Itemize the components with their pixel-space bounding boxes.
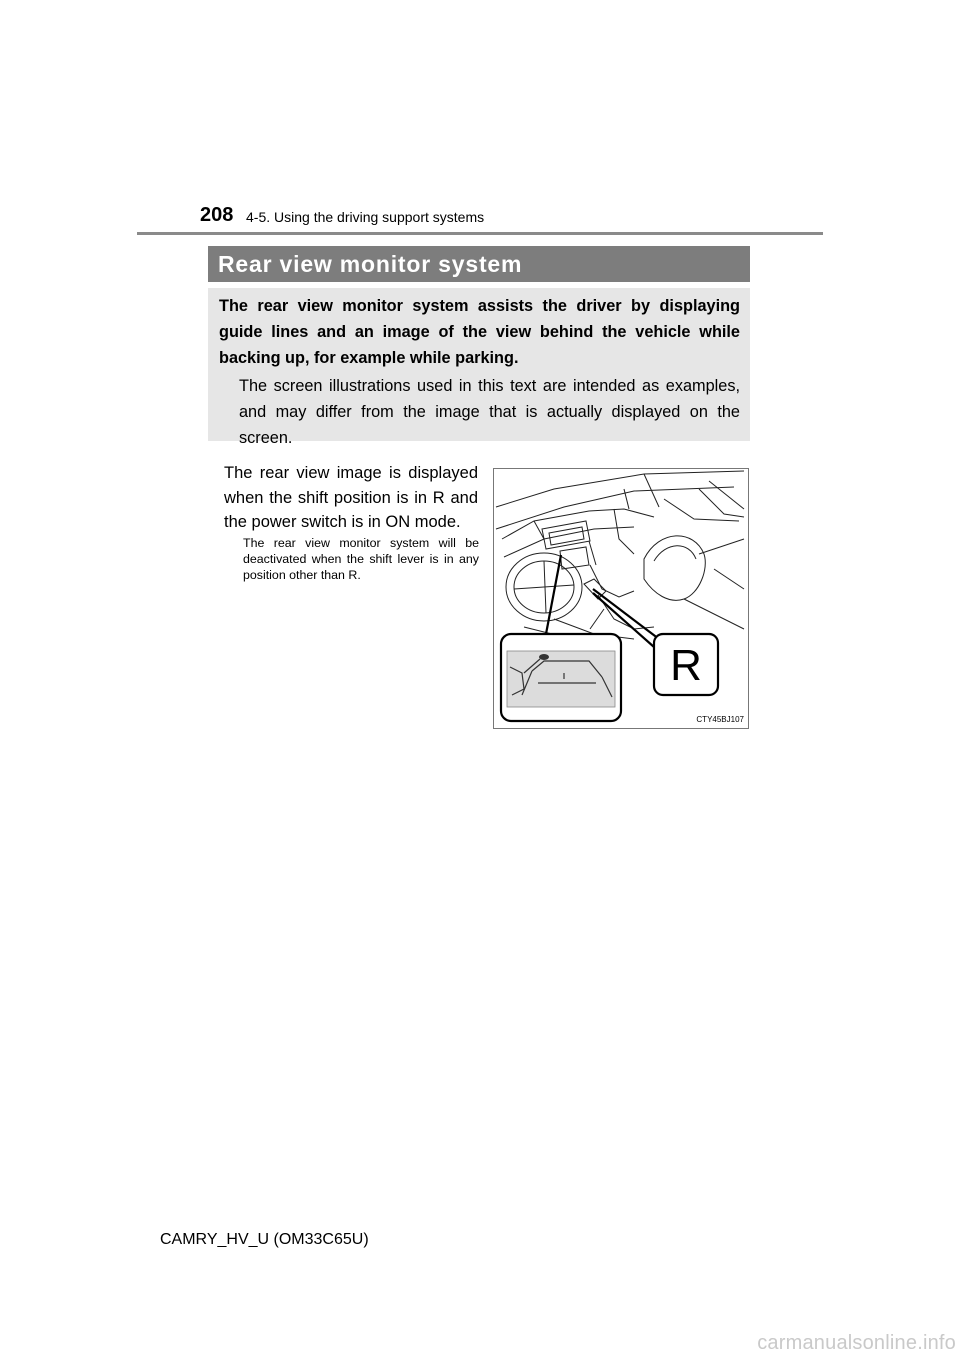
figure-code: CTY45BJ107	[696, 715, 744, 724]
cabin-line-drawing	[494, 469, 749, 729]
header-divider	[137, 232, 823, 235]
watermark: carmanualsonline.info	[757, 1332, 956, 1354]
page-number: 208	[200, 204, 234, 226]
body-note: The rear view monitor system will be deactivated when the shift lever is in any position other than R.	[243, 536, 479, 582]
section-reference: 4-5. Using the driving support systems	[246, 209, 485, 225]
section-title: Rear view monitor system	[218, 250, 523, 277]
rear-view-monitor-illustration	[493, 468, 749, 729]
body-paragraph: The rear view image is displayed when the shift position is in R and the power switch is in ON mode.	[224, 464, 478, 531]
intro-summary: The rear view monitor system assists the driver by displaying guide lines and an image of the view behind the vehicle while backing up, for example while parking.	[219, 297, 740, 367]
intro-box	[208, 288, 750, 447]
intro-illustration-note: The screen illustrations used in this text are intended as examples, and may differ from the image that is actually displayed on the screen.	[239, 377, 740, 447]
footer-model-code: CAMRY_HV_U (OM33C65U)	[160, 1231, 369, 1248]
section-title-bar	[208, 246, 750, 282]
shift-position-r-label: R	[670, 641, 702, 690]
